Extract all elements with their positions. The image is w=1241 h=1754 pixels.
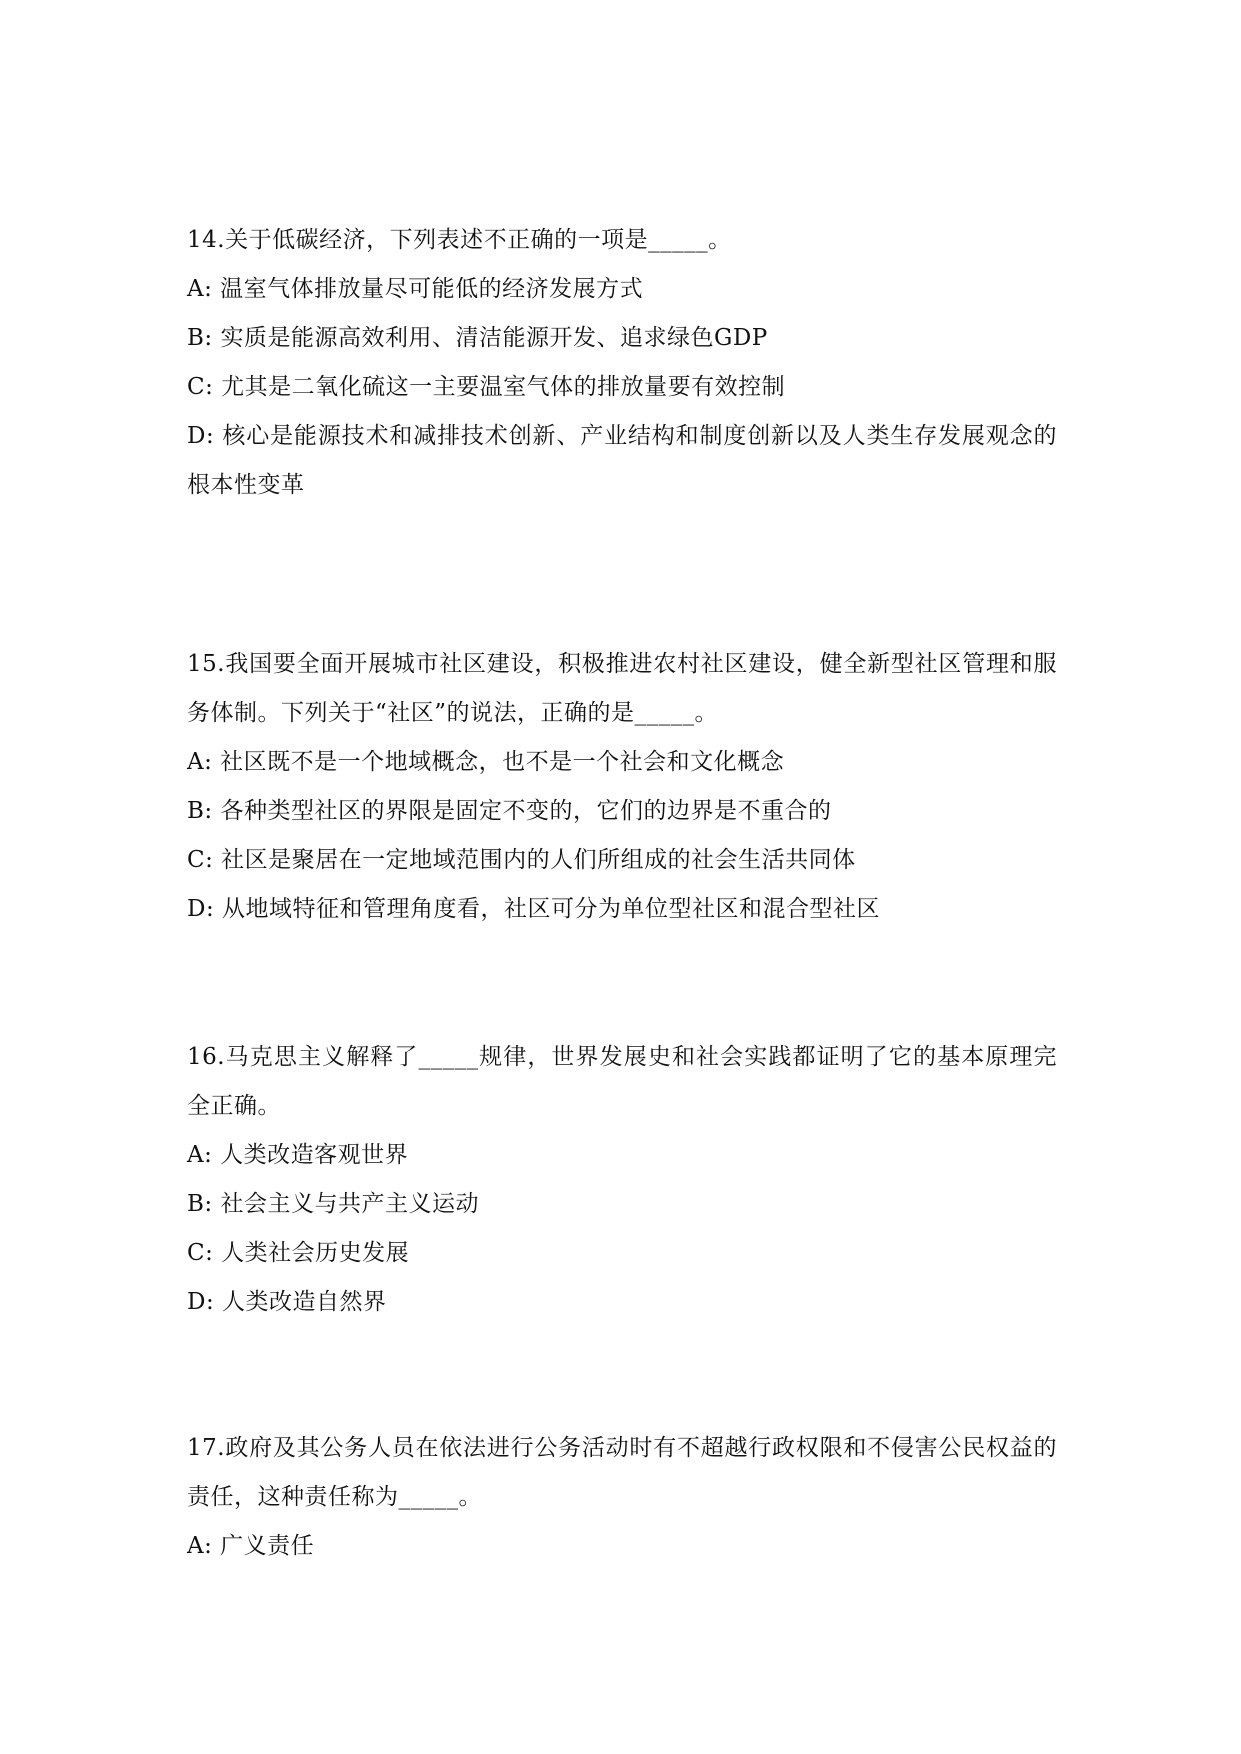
question-14 — [187, 216, 1057, 510]
option-b: B: 各种类型社区的界限是固定不变的，它们的边界是不重合的 — [187, 798, 832, 824]
option-c: C: 尤其是二氧化硫这一主要温室气体的排放量要有效控制 — [187, 374, 786, 400]
question-stem: 15.我国要全面开展城市社区建设，积极推进农村社区建设，健全新型社区管理和服务体制。下列关于“社区”的说法，正确的是_____。 — [187, 651, 1057, 726]
question-17 — [187, 1424, 1057, 1571]
option-d: D: 核心是能源技术和减排技术创新、产业结构和制度创新以及人类生存发展观念的根本性变革 — [187, 423, 1057, 498]
option-b: B: 社会主义与共产主义运动 — [187, 1191, 479, 1217]
option-b: B: 实质是能源高效利用、清洁能源开发、追求绿色GDP — [187, 325, 768, 351]
option-c: C: 社区是聚居在一定地域范围内的人们所组成的社会生活共同体 — [187, 847, 856, 873]
option-a: A: 人类改造客观世界 — [187, 1142, 409, 1168]
option-d: D: 从地域特征和管理角度看，社区可分为单位型社区和混合型社区 — [187, 896, 881, 922]
option-a: A: 温室气体排放量尽可能低的经济发展方式 — [187, 276, 644, 302]
option-d: D: 人类改造自然界 — [187, 1289, 387, 1315]
option-a: A: 广义责任 — [187, 1533, 315, 1559]
question-15 — [187, 640, 1057, 934]
question-stem: 14.关于低碳经济，下列表述不正确的一项是_____。 — [187, 227, 732, 253]
option-a: A: 社区既不是一个地域概念，也不是一个社会和文化概念 — [187, 749, 785, 775]
option-c: C: 人类社会历史发展 — [187, 1240, 410, 1266]
question-stem: 16.马克思主义解释了_____规律，世界发展史和社会实践都证明了它的基本原理完全正确。 — [187, 1044, 1057, 1119]
question-stem: 17.政府及其公务人员在依法进行公务活动时有不超越行政权限和不侵害公民权益的责任，这种责任称为_____。 — [187, 1435, 1057, 1510]
question-16 — [187, 1033, 1057, 1327]
